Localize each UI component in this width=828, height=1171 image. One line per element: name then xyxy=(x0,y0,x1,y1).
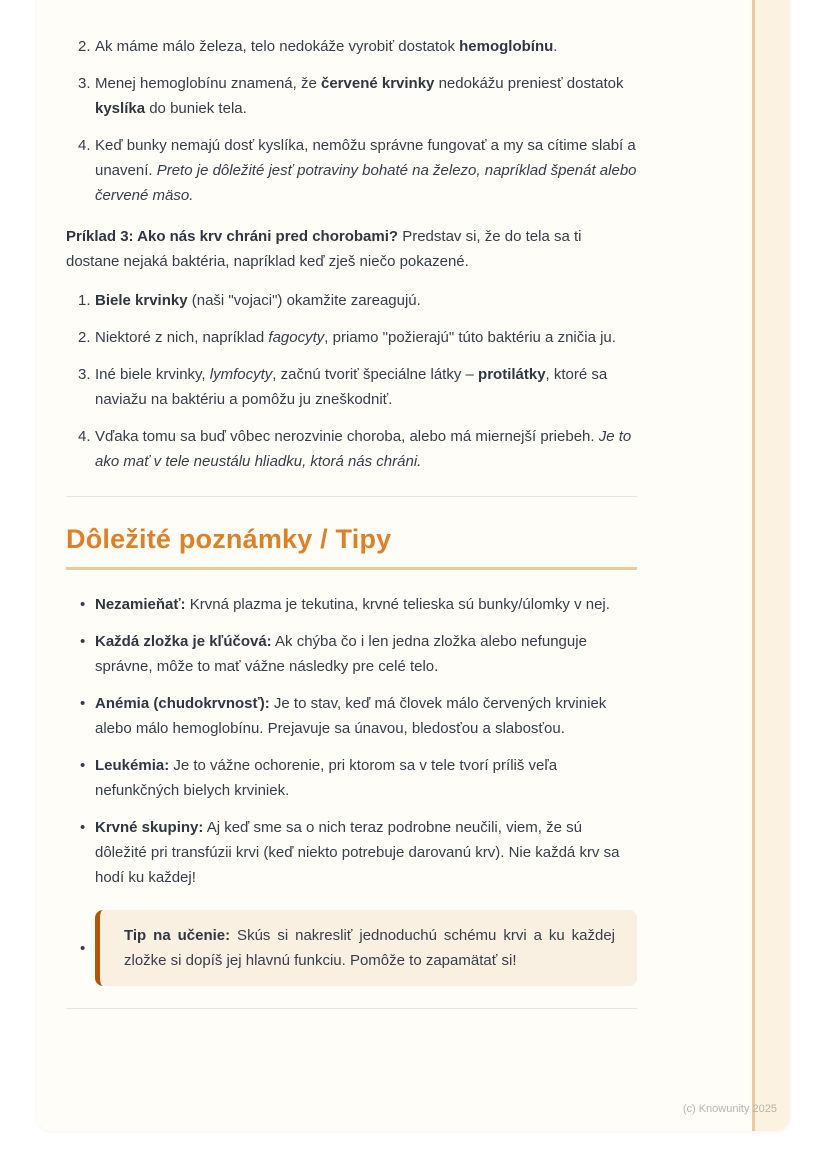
copyright-footer: (c) Knowunity 2025 xyxy=(682,1103,777,1115)
document-page xyxy=(37,0,790,1131)
list-item xyxy=(66,34,637,59)
list-item-text: Krvné skupiny: Aj keď sme sa o nich teraz podrobne neučili, viem, že sú dôležité pri transfúzii krvi (keď niekto potrebuje darovanú krv). Nie každá krv sa hodí ku každej! xyxy=(95,819,620,886)
list-item-number: 4. xyxy=(78,137,91,154)
defense-steps-list xyxy=(66,288,637,474)
list-item xyxy=(66,325,637,350)
list-item-number: 1. xyxy=(78,292,91,309)
tip-callout-box: Tip na učenie: Skús si nakresliť jednoduchú schému krvi a ku každej zložke si dopíš jej hlavnú funkciu. Pomôže to zapamätať si! xyxy=(95,910,637,986)
bullet-marker: • xyxy=(80,757,86,774)
list-item xyxy=(66,815,637,890)
list-item-text: Biele krvinky (naši "vojaci") okamžite zareagujú. xyxy=(95,292,421,309)
list-item-text: Nezamieňať: Krvná plazma je tekutina, krvné telieska sú bunky/úlomky v nej. xyxy=(95,596,610,613)
list-item xyxy=(66,629,637,679)
list-item-text: Keď bunky nemajú dosť kyslíka, nemôžu správne fungovať a my sa cítime slabí a unavení. Preto je dôležité jesť potraviny bohaté na železo, napríklad špenát alebo červené mäso. xyxy=(95,137,637,204)
list-item xyxy=(66,691,637,741)
tip-list-item xyxy=(66,910,637,986)
bullet-marker: • xyxy=(80,633,86,650)
bullet-marker: • xyxy=(80,819,86,836)
list-item-text: Vďaka tomu sa buď vôbec nerozvinie choroba, alebo má miernejší priebeh. Je to ako mať v tele neustálu hliadku, ktorá nás chráni. xyxy=(95,428,632,470)
list-item-text: Niektoré z nich, napríklad fagocyty, priamo "požierajú" túto baktériu a zničia ju. xyxy=(95,329,616,346)
list-item-number: 3. xyxy=(78,75,91,92)
list-item xyxy=(66,362,637,412)
notes-section-heading: Dôležité poznámky / Tipy xyxy=(66,523,637,570)
notes-bullet-list xyxy=(66,592,637,986)
list-item xyxy=(66,133,637,208)
list-item-number: 4. xyxy=(78,428,91,445)
document-content xyxy=(66,0,637,1009)
iron-effects-list xyxy=(66,34,637,208)
bullet-marker: • xyxy=(80,695,86,712)
list-item-text: Ak máme málo železa, telo nedokáže vyrobiť dostatok hemoglobínu. xyxy=(95,38,558,55)
list-item-number: 2. xyxy=(78,329,91,346)
list-item xyxy=(66,592,637,617)
bullet-marker: • xyxy=(80,939,86,957)
list-item xyxy=(66,753,637,803)
list-item-number: 3. xyxy=(78,366,91,383)
list-item-text: Leukémia: Je to vážne ochorenie, pri ktorom sa v tele tvorí príliš veľa nefunkčných bielych krviniek. xyxy=(95,757,558,799)
list-item-number: 2. xyxy=(78,38,91,55)
list-item-text: Menej hemoglobínu znamená, že červené krvinky nedokážu preniesť dostatok kyslíka do buniek tela. xyxy=(95,75,624,117)
list-item xyxy=(66,424,637,474)
list-item-text: Každá zložka je kľúčová: Ak chýba čo i len jedna zložka alebo nefunguje správne, môže to mať vážne následky pre celé telo. xyxy=(95,633,587,675)
list-item xyxy=(66,71,637,121)
list-item-text: Iné biele krvinky, lymfocyty, začnú tvoriť špeciálne látky – protilátky, ktoré sa naviažu na baktériu a pomôžu ju zneškodniť. xyxy=(95,366,608,408)
bullet-marker: • xyxy=(80,596,86,613)
list-item-text: Anémia (chudokrvnosť): Je to stav, keď má človek málo červených krviniek alebo málo hemoglobínu. Prejavuje sa únavou, bledosťou a slabosťou. xyxy=(95,695,607,737)
list-item xyxy=(66,288,637,313)
example3-paragraph: Príklad 3: Ako nás krv chráni pred chorobami? Predstav si, že do tela sa ti dostane nejaká baktéria, napríklad keď zješ niečo pokazené. xyxy=(66,228,582,270)
bottom-divider xyxy=(66,1008,637,1009)
right-margin-stripe xyxy=(752,0,790,1131)
section-divider xyxy=(66,496,637,497)
